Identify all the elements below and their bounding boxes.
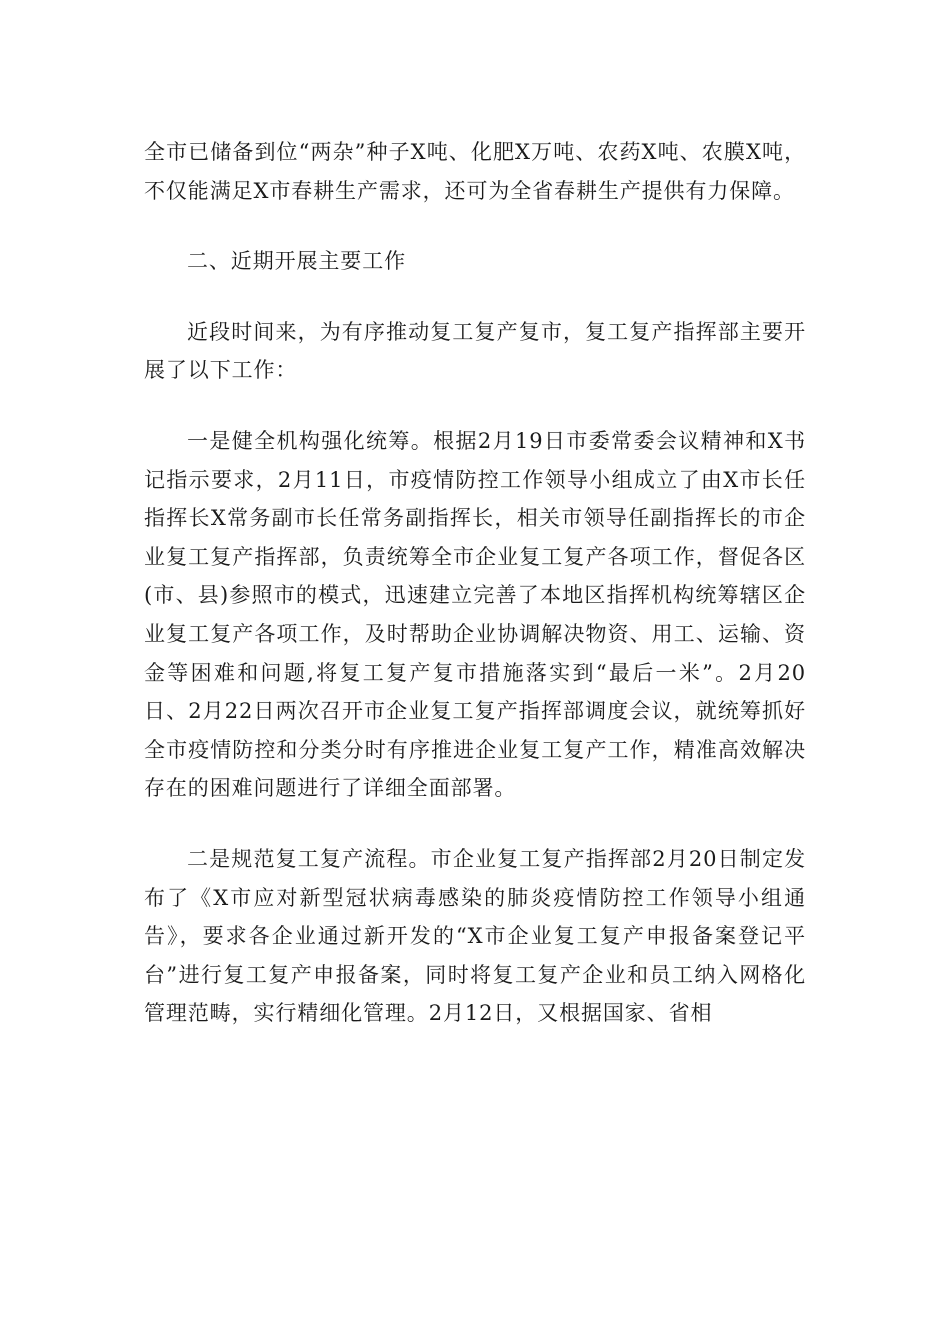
paragraph-organization-coordination: 一是健全机构强化统筹。根据2月19日市委常委会议精神和X书记指示要求，2月11日，市疫情防控工作领导小组成立了由X市长任指挥长X常务副市长任常务副指挥长，相关市领导任副指挥长的市企业复工复产指挥部，负责统筹全市企业复工复产各项工作，督促各区(市、县)参照市的模式，迅速建立完善了本地区指挥机构统筹辖区企业复工复产各项工作，及时帮助企业协调解决物资、用工、运输、资金等困难和问题,将复工复产复市措施落实到“最后一米”。2月20日、2月22日两次召开市企业复工复产指挥部调度会议，就统筹抓好全市疫情防控和分类分时有序推进企业复工复产工作，精准高效解决存在的困难问题进行了详细全面部署。	[144, 428, 806, 801]
section-heading-recent-work: 二、近期开展主要工作	[187, 249, 406, 274]
paragraph-storage-summary: 全市已储备到位“两杂”种子X吨、化肥X万吨、农药X吨、农膜X吨，不仅能满足X市春耕生产需求，还可为全省春耕生产提供有力保障。	[144, 140, 806, 203]
document-body	[144, 133, 806, 1033]
paragraph-work-intro: 近段时间来，为有序推动复工复产复市，复工复产指挥部主要开展了以下工作：	[144, 319, 806, 383]
paragraph-resumption-process: 二是规范复工复产流程。市企业复工复产指挥部2月20日制定发布了《X市应对新型冠状病毒感染的肺炎疫情防控工作领导小组通告》，要求各企业通过新开发的“X市企业复工复产申报备案登记平台”进行复工复产申报备案，同时将复工复产企业和员工纳入网格化管理范畴，实行精细化管理。2月12日，又根据国家、省相	[144, 846, 806, 1026]
